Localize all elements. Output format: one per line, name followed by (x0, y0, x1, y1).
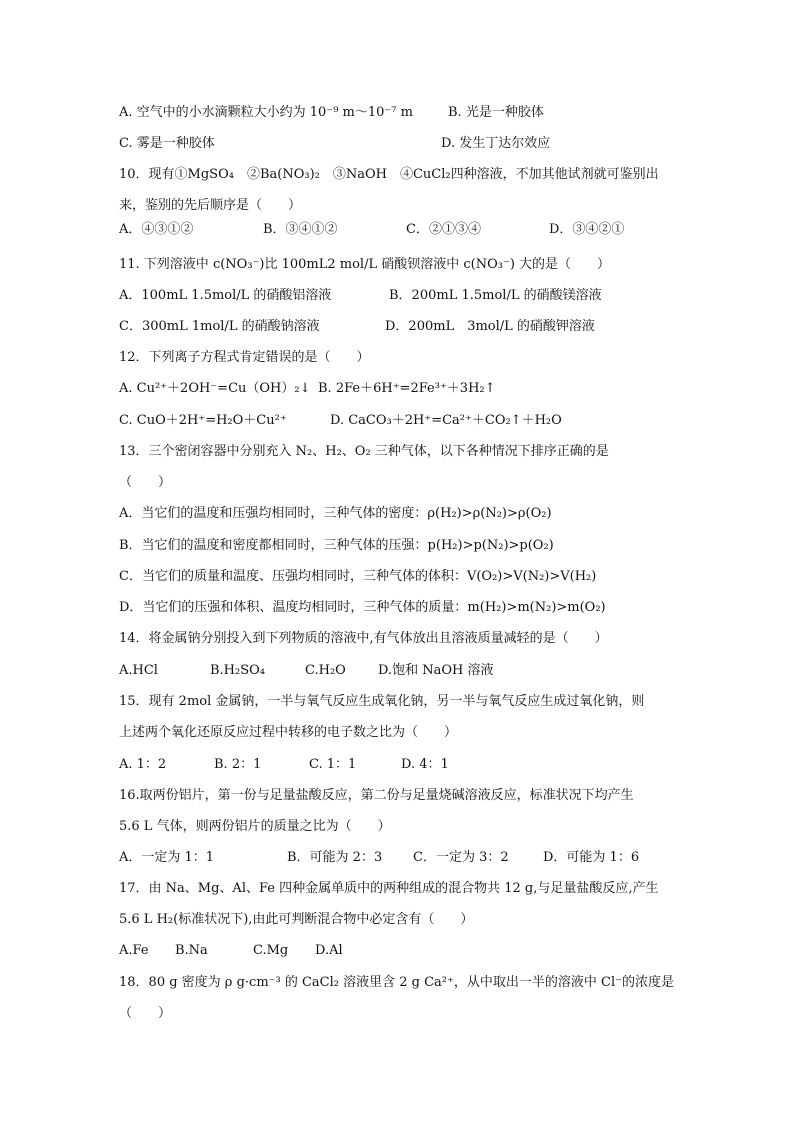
option-d: D．200mL 3mol/L 的硝酸钾溶液 (385, 319, 595, 334)
option-d: D. 4：1 (401, 757, 449, 772)
q18-stem-line1 (119, 975, 674, 991)
option-c: C.H₂O (305, 663, 346, 678)
q17-stem-line1 (119, 881, 659, 897)
option-a: A. 空气中的小水滴颗粒大小约为 10⁻⁹ m～10⁻⁷ m (119, 105, 413, 120)
question-text: 5.6 L 气体，则两份铝片的质量之比为（ ） (119, 819, 391, 834)
q10-stem-line2 (119, 198, 301, 214)
q12-stem (119, 350, 370, 366)
q15-stem-line2 (119, 725, 457, 741)
option-d: D. CaCO₃＋2H⁺=Ca²⁺＋CO₂↑＋H₂O (330, 413, 562, 428)
question-text: 10．现有①MgSO₄ ②Ba(NO₃)₂ ③NaOH ④CuCl₂四种溶液，不加其他试剂就可鉴别出 (119, 167, 659, 182)
q13-stem-line1 (119, 444, 609, 460)
option-a: A．100mL 1.5mol/L 的硝酸铝溶液 (119, 288, 332, 303)
option-b: B．③④①② (263, 222, 338, 237)
option-d: D.饱和 NaOH 溶液 (378, 663, 494, 678)
option-c: C. CuO＋2H⁺=H₂O＋Cu²⁺ (119, 413, 287, 428)
option-d: D.Al (315, 943, 343, 958)
q16-stem-line1 (119, 788, 634, 804)
q17-stem-line2 (119, 912, 473, 928)
question-text: 5.6 L H₂(标准状况下),由此可判断混合物中必定含有（ ） (119, 912, 474, 927)
option-a: A.Fe (119, 943, 149, 958)
q13-option-a (119, 506, 552, 522)
option-c: C．300mL 1mol/L 的硝酸钠溶液 (119, 319, 320, 334)
option-b: B．200mL 1.5mol/L 的硝酸镁溶液 (389, 288, 602, 303)
question-text: 12．下列离子方程式肯定错误的是（ ） (119, 350, 370, 365)
option-c: C．一定为 3：2 (413, 850, 509, 865)
option-c: C．②①③④ (406, 222, 481, 237)
question-text: 11. 下列溶液中 c(NO₃⁻)比 100mL2 mol/L 硝酸钡溶液中 c(NO₃⁻) 大的是（ ） (119, 257, 611, 272)
question-text: 13．三个密闭容器中分别充入 N₂、H₂、O₂ 三种气体，以下各种情况下排序正确的是 (119, 444, 609, 459)
question-text: （ ） (119, 1006, 172, 1021)
q13-option-b (119, 538, 554, 554)
question-text: 上述两个氧化还原反应过程中转移的电子数之比为（ ） (119, 725, 458, 740)
q15-stem-line1 (119, 694, 644, 710)
q10-stem-line1 (119, 167, 659, 183)
q16-stem-line2 (119, 819, 391, 835)
option-d: D. 发生丁达尔效应 (441, 136, 551, 151)
option-b: B.H₂SO₄ (210, 663, 266, 678)
q13-option-c (119, 569, 596, 585)
q11-stem (119, 257, 610, 273)
q13-stem-line2 (119, 475, 171, 491)
q13-option-d (119, 600, 606, 616)
option-b: B.Na (175, 943, 208, 958)
option-c: C. 1：1 (309, 757, 357, 772)
question-text: （ ） (119, 475, 172, 490)
q14-stem (119, 631, 608, 647)
question-text: 17．由 Na、Mg、Al、Fe 四种金属单质中的两种组成的混合物共 12 g,与足量盐酸反应,产生 (119, 881, 659, 896)
option-c: C．当它们的质量和温度、压强均相同时，三种气体的体积：V(O₂)>V(N₂)>V(H₂) (119, 569, 597, 584)
q18-stem-line2 (119, 1006, 171, 1022)
option-b: B．当它们的温度和密度都相同时，三种气体的压强：p(H₂)>p(N₂)>p(O₂) (119, 538, 554, 553)
option-b: B．可能为 2：3 (287, 850, 383, 865)
option-d: D．③④②① (549, 222, 625, 237)
option-a: A．一定为 1：1 (119, 850, 215, 865)
option-b: B. 2Fe＋6H⁺=2Fe³⁺＋3H₂↑ (318, 381, 496, 396)
option-d: D．当它们的压强和体积、温度均相同时，三种气体的质量：m(H₂)>m(N₂)>m(O₂) (119, 600, 606, 615)
question-text: 18．80 g 密度为 ρ g·cm⁻³ 的 CaCl₂ 溶液里含 2 g Ca²⁺，从中取出一半的溶液中 Cl⁻的浓度是 (119, 975, 674, 990)
option-b: B. 光是一种胶体 (448, 105, 544, 120)
question-text: 14．将金属钠分别投入到下列物质的溶液中,有气体放出且溶液质量减轻的是（ ） (119, 631, 608, 646)
option-a: A. Cu²⁺＋2OH⁻=Cu（OH）₂↓ (119, 381, 311, 396)
question-text: 15．现有 2mol 金属钠，一半与氧气反应生成氧化钠，另一半与氧气反应生成过氧化钠，则 (119, 694, 645, 709)
option-c: C.Mg (253, 943, 289, 958)
option-a: A．④③①② (119, 222, 194, 237)
question-text: 来，鉴别的先后顺序是（ ） (119, 198, 302, 213)
option-a: A.HCl (119, 663, 158, 678)
option-c: C. 雾是一种胶体 (119, 136, 215, 151)
question-text: 16.取两份铝片，第一份与足量盐酸反应，第二份与足量烧碱溶液反应，标准状况下均产生 (119, 788, 634, 803)
option-b: B. 2：1 (214, 757, 262, 772)
option-a: A．当它们的温度和压强均相同时，三种气体的密度：ρ(H₂)>ρ(N₂)>ρ(O₂) (119, 506, 552, 521)
option-d: D．可能为 1：6 (543, 850, 640, 865)
option-a: A. 1：2 (119, 757, 167, 772)
